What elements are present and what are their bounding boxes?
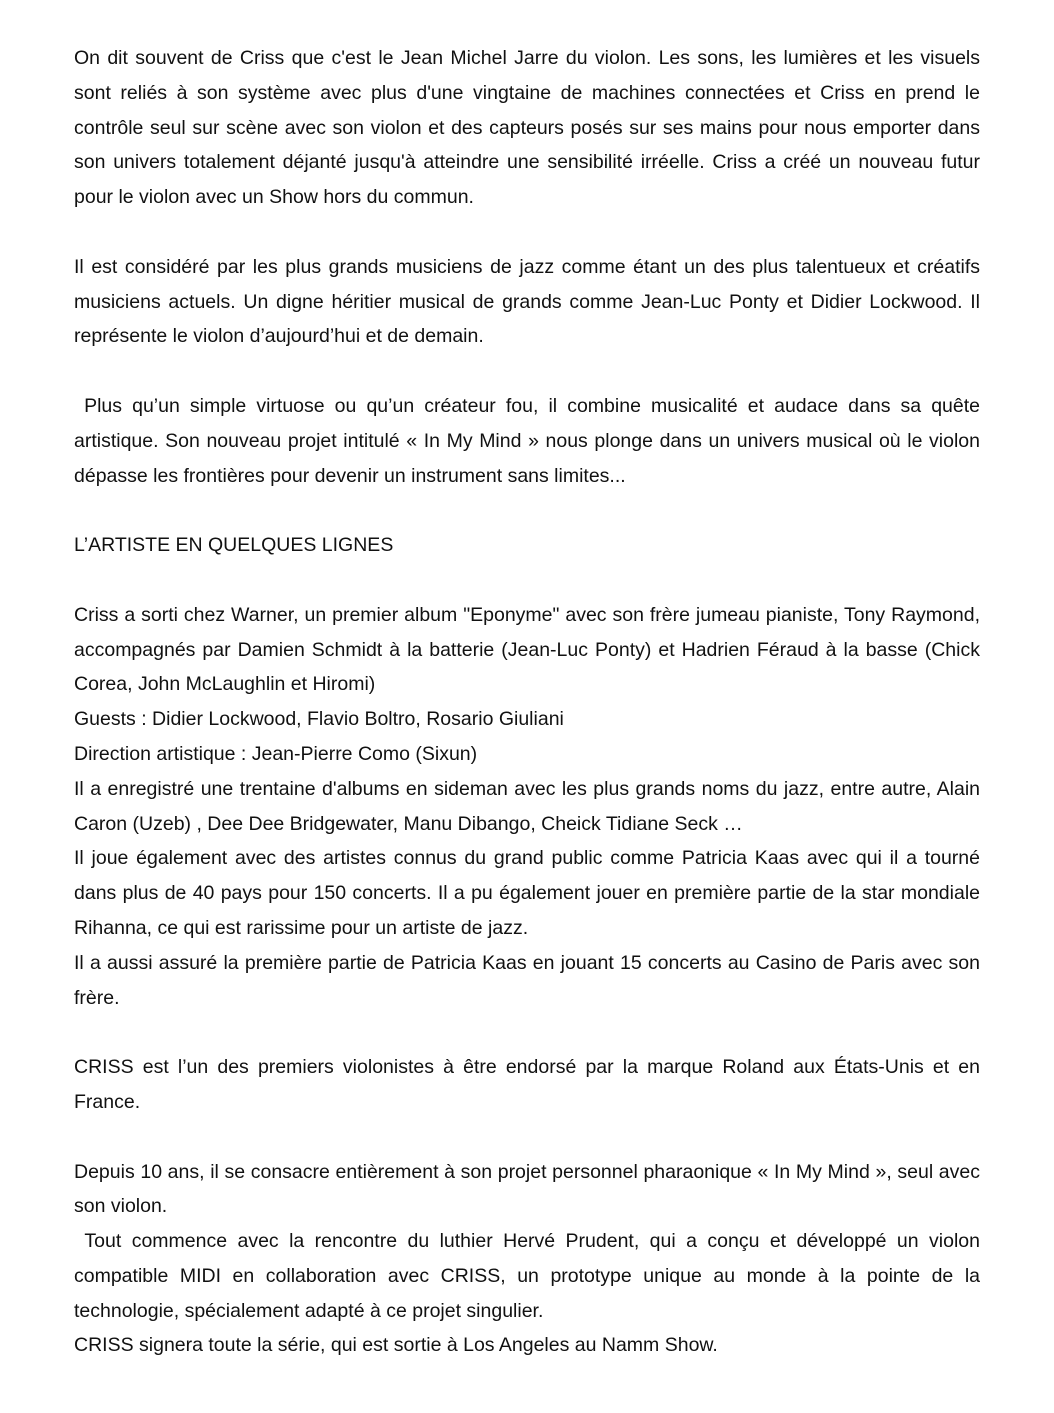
document-page <box>74 41 986 1363</box>
project-series-line: CRISS signera toute la série, qui est sortie à Los Angeles au Namm Show. <box>74 1334 718 1357</box>
intro-paragraph: Plus qu’un simple virtuose ou qu’un créateur fou, il combine musicalité et audace dans sa quête artistique. Son nouveau projet intitulé « In My Mind » nous plonge dans un univers musical où le violon dépasse les frontières pour devenir un instrument sans limites... <box>74 394 986 487</box>
paragraph-spacer <box>74 215 980 250</box>
paragraph-spacer <box>74 563 980 598</box>
intro-paragraph: On dit souvent de Criss que c'est le Jean Michel Jarre du violon. Les sons, les lumières et les visuels sont reliés à son système avec plus d'une vingtaine de machines connectées et Criss en prend le contrôle seul sur scène avec son violon et des capteurs posés sur ses mains pour nous emporter dans son univers totalement déjanté jusqu'à atteindre une sensibilité irréelle. Criss a créé un nouveau futur pour le violon avec un Show hors du commun. <box>74 47 980 209</box>
intro-paragraph: Il est considéré par les plus grands musiciens de jazz comme étant un des plus talentueux et créatifs musiciens actuels. Un digne héritier musical de grands comme Jean-Luc Ponty et Didier Lockwood. Il représente le violon d’aujourd’hui et de demain. <box>74 255 980 348</box>
paragraph-spacer <box>74 1015 980 1050</box>
paragraph-spacer <box>74 493 980 528</box>
section-heading: L’ARTISTE EN QUELQUES LIGNES <box>74 534 394 557</box>
bio-casino-line: Il a aussi assuré la première partie de Patricia Kaas en jouant 15 concerts au Casino de Paris avec son frère. <box>74 951 980 1009</box>
project-luthier-line: Tout commence avec la rencontre du luthier Hervé Prudent, qui a conçu et développé un violon compatible MIDI en collaboration avec CRISS, un prototype unique au monde à la pointe de la technologie, spécialement adapté à ce projet singulier. <box>74 1230 986 1322</box>
roland-paragraph: CRISS est l’un des premiers violonistes à être endorsé par la marque Roland aux États-Unis et en France. <box>74 1056 980 1113</box>
bio-kaas-tour-line: Il joue également avec des artistes connus du grand public comme Patricia Kaas avec qui il a tourné dans plus de 40 pays pour 150 concerts. Il a pu également jouer en première partie de la star mondiale Rihanna, ce qui est rarissime pour un artiste de jazz. <box>74 847 980 939</box>
paragraph-spacer <box>74 354 980 389</box>
bio-guests-line: Guests : Didier Lockwood, Flavio Boltro, Rosario Giuliani <box>74 708 564 731</box>
project-intro-line: Depuis 10 ans, il se consacre entièrement à son projet personnel pharaonique « In My Mind », seul avec son violon. <box>74 1160 980 1218</box>
paragraph-spacer <box>74 1120 980 1155</box>
bio-album-line: Criss a sorti chez Warner, un premier album "Eponyme" avec son frère jumeau pianiste, Tony Raymond, accompagnés par Damien Schmidt à la batterie (Jean-Luc Ponty) et Hadrien Féraud à la basse (Chick Corea, John McLaughlin et Hiromi) <box>74 603 980 696</box>
bio-sideman-line: Il a enregistré une trentaine d'albums en sideman avec les plus grands noms du jazz, entre autre, Alain Caron (Uzeb) , Dee Dee Bridgewater, Manu Dibango, Cheick Tidiane Seck … <box>74 777 980 835</box>
bio-direction-line: Direction artistique : Jean-Pierre Como (Sixun) <box>74 742 478 765</box>
